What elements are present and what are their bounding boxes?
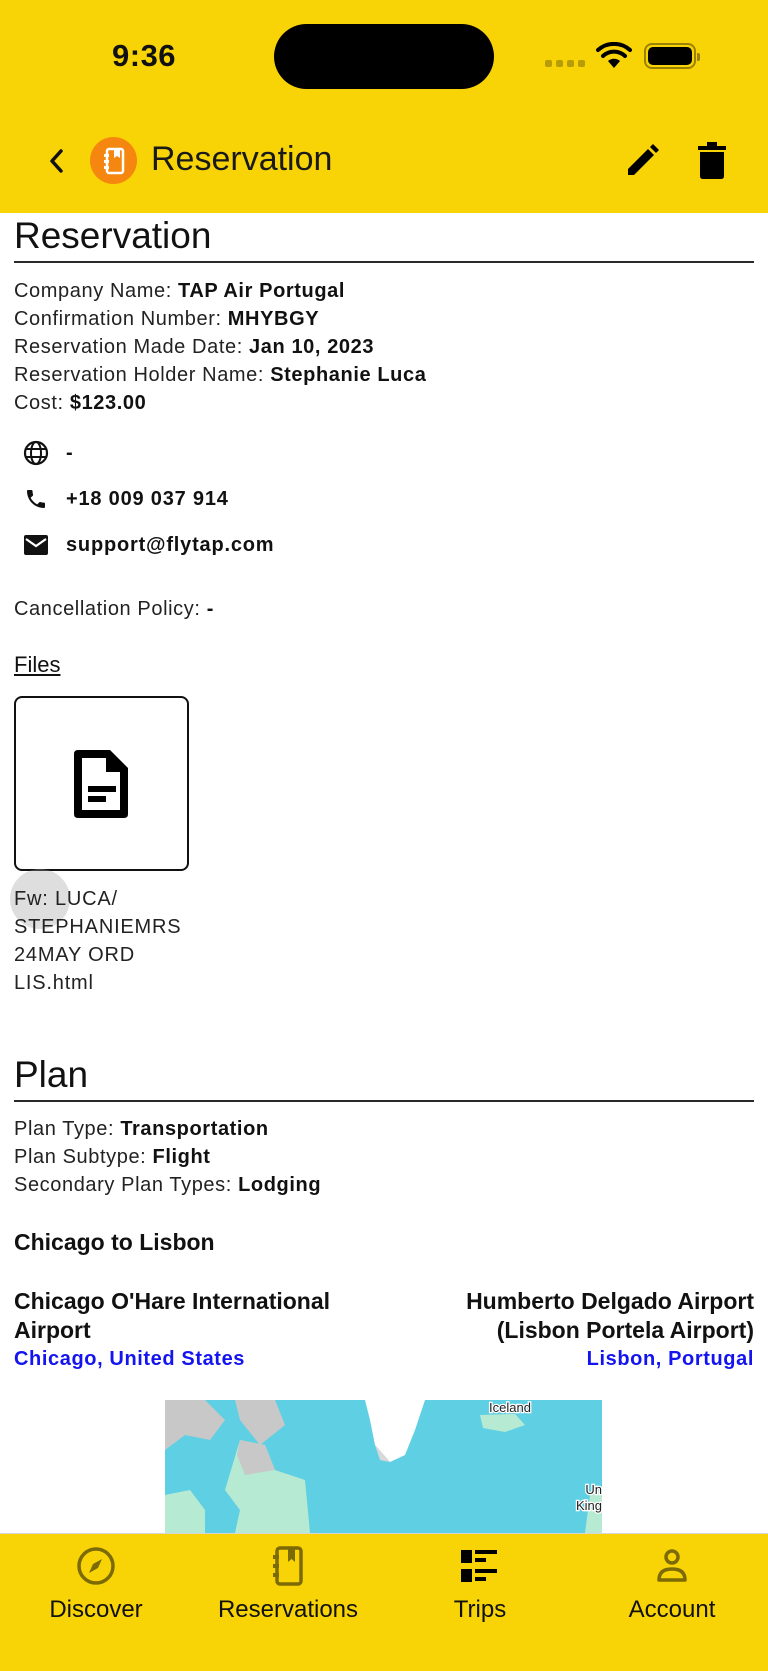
document-icon [70,746,134,822]
reservation-book-icon [270,1545,306,1587]
phone-value: +18 009 037 914 [66,487,229,510]
status-time: 9:36 [112,38,177,73]
map-label-uk: Un [585,1482,602,1497]
page-title: Reservation [151,140,333,178]
file-tile[interactable] [14,696,189,871]
mail-icon [22,531,50,559]
person-icon [654,1546,690,1586]
origin-airport [14,1287,394,1374]
company-name-field: Company Name: TAP Air Portugal [14,280,346,302]
tab-account[interactable] [576,1534,768,1671]
reservation-badge [90,137,137,184]
holder-name-field: Reservation Holder Name: Stephanie Luca [14,364,427,386]
battery-icon [644,43,696,69]
tab-reservations[interactable] [192,1534,384,1671]
file-name[interactable]: Fw: LUCA/ STEPHANIEMRS 24MAY ORD LIS.html [14,888,182,994]
plan-subtype-field: Plan Subtype: Flight [14,1146,211,1168]
origin-city-link[interactable]: Chicago, United States [14,1348,246,1370]
tab-label: Discover [49,1596,143,1623]
cellular-signal-icon [545,60,585,67]
website-row[interactable] [22,439,73,467]
bottom-tab-bar [0,1533,768,1671]
reservation-book-icon [102,147,126,175]
files-label: Files [14,652,61,677]
reservation-date-field: Reservation Made Date: Jan 10, 2023 [14,336,375,358]
compass-icon [75,1545,117,1587]
phone-icon [22,485,50,513]
cancellation-policy-field: Cancellation Policy: - [14,598,214,620]
secondary-plan-types-field: Secondary Plan Types: Lodging [14,1174,322,1196]
cost-field: Cost: $123.00 [14,392,147,414]
email-row[interactable] [22,531,274,559]
plan-section-title: Plan [14,1054,89,1095]
edit-button[interactable] [622,141,662,181]
trips-list-icon [459,1548,501,1584]
section-divider [14,261,754,263]
map-label-iceland: Iceland [489,1400,531,1415]
wifi-icon [596,42,632,70]
destination-airport [414,1287,754,1374]
origin-airport-name: Chicago O'Hare International Airport [14,1288,331,1343]
map-tiles [165,1400,602,1533]
plan-type-field: Plan Type: Transportation [14,1118,269,1140]
delete-button[interactable] [696,141,728,181]
tab-discover[interactable] [0,1534,192,1671]
tab-label: Account [628,1596,716,1623]
chevron-left-icon [47,148,65,174]
confirmation-number-field: Confirmation Number: MHYBGY [14,308,320,330]
top-bar [0,0,768,213]
route-title: Chicago to Lisbon [14,1229,215,1255]
phone-row[interactable] [22,485,229,513]
reservation-section-title: Reservation [14,215,212,256]
route-map[interactable] [165,1400,602,1533]
trash-icon [696,141,728,181]
back-button[interactable] [42,144,70,178]
pencil-icon [622,141,662,181]
destination-airport-name: Humberto Delgado Airport (Lisbon Portela Airport) [466,1288,754,1343]
tab-label: Reservations [217,1596,359,1623]
website-value: - [66,441,74,464]
tab-label: Trips [453,1596,507,1623]
email-value: support@flytap.com [66,533,275,556]
section-divider [14,1100,754,1102]
tab-trips[interactable] [384,1534,576,1671]
svg-text:King: King [575,1498,602,1513]
globe-icon [22,439,50,467]
dynamic-island [274,24,494,89]
destination-city-link[interactable]: Lisbon, Portugal [586,1348,754,1370]
